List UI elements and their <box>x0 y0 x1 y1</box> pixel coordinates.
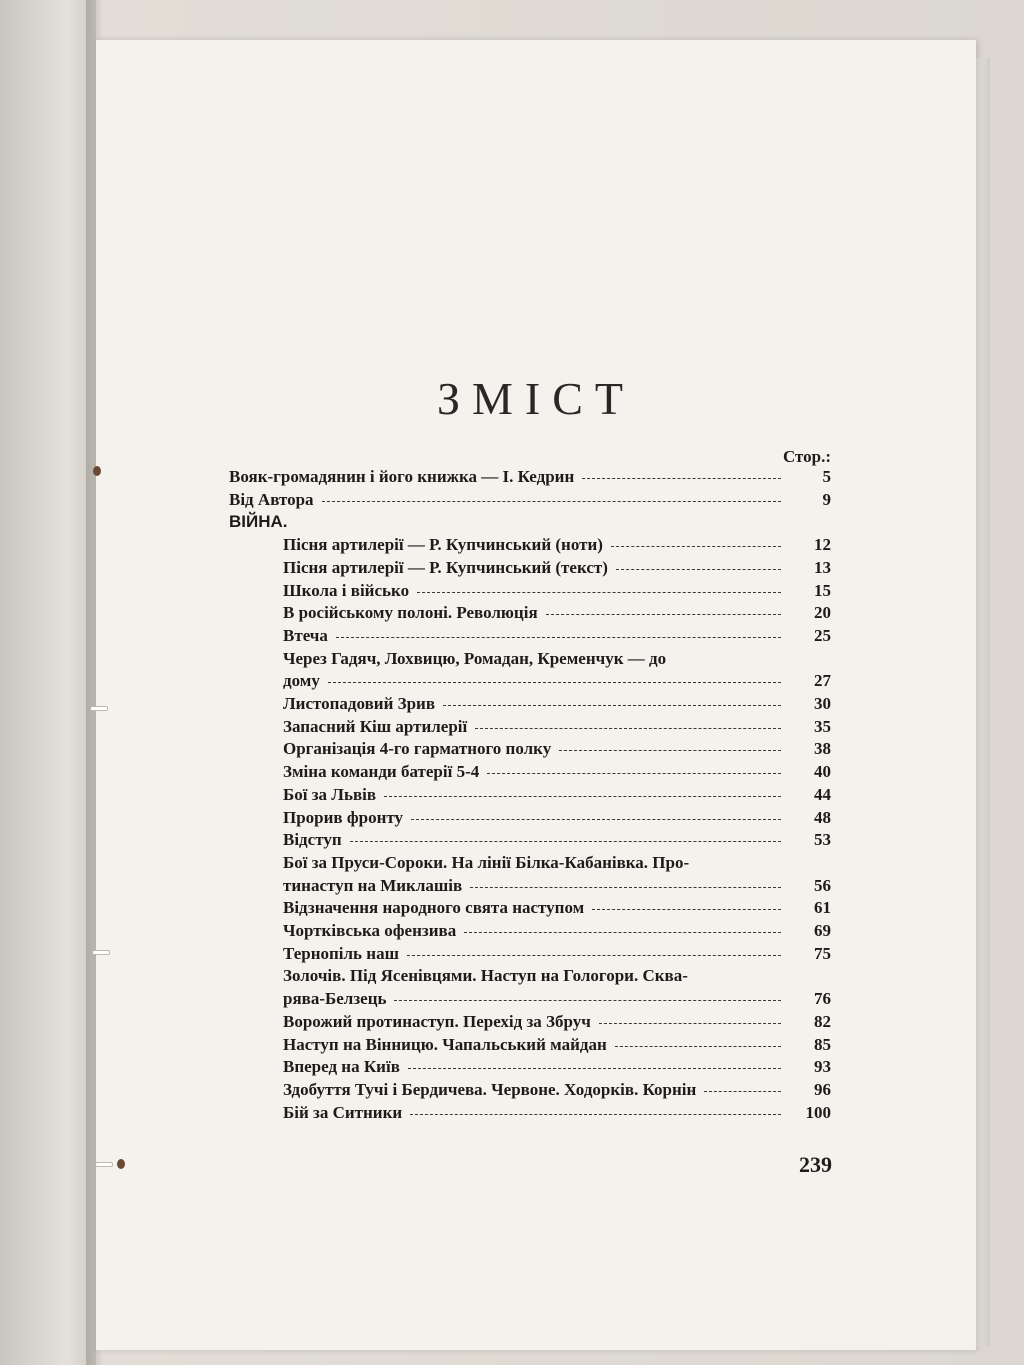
toc-page-number: 82 <box>814 1011 831 1031</box>
toc-entry-title: Через Гадяч, Лохвицю, Ромадан, Кременчук — до <box>283 648 667 668</box>
toc-entry-title: Вперед на Київ <box>283 1057 400 1077</box>
toc-page-number: 75 <box>814 943 831 963</box>
toc-entry-title: Тернопіль наш <box>283 943 399 963</box>
toc-entry-title: Пісня артилерії — Р. Купчинський (ноти) <box>283 535 603 555</box>
toc-page-number: 100 <box>805 1102 831 1122</box>
toc-page-number: 85 <box>814 1034 831 1054</box>
toc-entry-title: Золочів. Під Ясенівцями. Наступ на Гологори. Сква- <box>283 966 688 986</box>
toc-entry-title: Вояк-громадянин і його книжка — І. Кедрин <box>229 467 575 486</box>
toc-entry-title: Листопадовий Зрив <box>283 694 436 713</box>
toc-page-number: 96 <box>814 1079 831 1099</box>
toc-page-number: 48 <box>814 807 831 827</box>
toc-entry-title: дому <box>283 671 320 691</box>
toc-entry-title: Втеча <box>283 625 328 645</box>
page <box>96 40 976 1350</box>
toc-entry-title: Здобуття Тучі і Бердичева. Червоне. Ходорків. Корнін <box>283 1079 697 1099</box>
toc-page-number: 30 <box>814 694 831 713</box>
toc-entry-title: тинаступ на Миклашів <box>283 875 463 895</box>
toc-page-number: 44 <box>814 784 831 804</box>
toc-entry-title: Зміна команди батерії 5-4 <box>283 762 480 782</box>
page-title: ЗМІСТ <box>436 373 636 424</box>
toc-entry-title: Ворожий протинаступ. Перехід за Збруч <box>283 1011 591 1031</box>
toc-page-number: 61 <box>814 898 831 918</box>
toc-entry-title: Бої за Львів <box>283 784 377 804</box>
toc-page-number: 40 <box>814 762 831 782</box>
toc-page-number: 93 <box>814 1057 831 1077</box>
page-number: 239 <box>799 1152 832 1177</box>
toc-entry-title: рява-Белзець <box>283 989 387 1009</box>
section-title: ВІЙНА. <box>229 512 288 532</box>
toc-page-number: 9 <box>822 489 831 509</box>
binding-stitch <box>95 1162 113 1167</box>
binding-stitch <box>90 706 108 711</box>
toc-entry-title: Наступ на Вінницю. Чапальський майдан <box>283 1034 607 1054</box>
toc-entry-title: Організація 4-го гарматного полку <box>283 739 552 759</box>
toc-entry-title: Бій за Ситники <box>283 1102 403 1122</box>
toc-page-number: 35 <box>814 716 831 736</box>
toc-page-number: 27 <box>814 671 831 691</box>
binding-stitch <box>92 950 110 955</box>
toc-page-number: 56 <box>814 875 831 895</box>
toc-entry-title: Пісня артилерії — Р. Купчинський (текст) <box>283 557 608 577</box>
toc-page-number: 5 <box>822 467 831 486</box>
toc-page-number: 15 <box>814 580 831 600</box>
toc-entry-title: Чортківська офензива <box>283 921 457 940</box>
toc-entry-title: Відзначення народного свята наступом <box>283 898 585 918</box>
toc-page-number: 69 <box>814 921 831 940</box>
toc-page-number: 25 <box>814 625 831 645</box>
toc-entry-title: Запасний Кіш артилерії <box>283 716 468 736</box>
toc-page-number: 38 <box>814 739 831 759</box>
page-edge <box>976 58 990 1346</box>
toc-page-number: 12 <box>814 535 831 555</box>
toc-page-number: 20 <box>814 603 831 623</box>
toc-entry-title: В російському полоні. Революція <box>283 603 538 623</box>
toc-page-number: 53 <box>814 830 831 850</box>
toc-entry-title: Прорив фронту <box>283 807 403 827</box>
toc-page-number: 13 <box>814 557 831 577</box>
toc-entry-title: Відступ <box>283 830 342 850</box>
left-page <box>0 0 96 1365</box>
toc-entry-title: Школа і військо <box>283 580 410 600</box>
binding-hole <box>93 466 101 476</box>
toc-page-number: 76 <box>814 989 831 1009</box>
binding-hole <box>117 1159 125 1169</box>
page-column-header: Стор.: <box>782 447 831 466</box>
toc-entry-title: Від Автора <box>229 489 314 509</box>
toc-entry-title: Бої за Пруси-Сороки. На лінії Білка-Кабанівка. Про- <box>283 852 690 872</box>
